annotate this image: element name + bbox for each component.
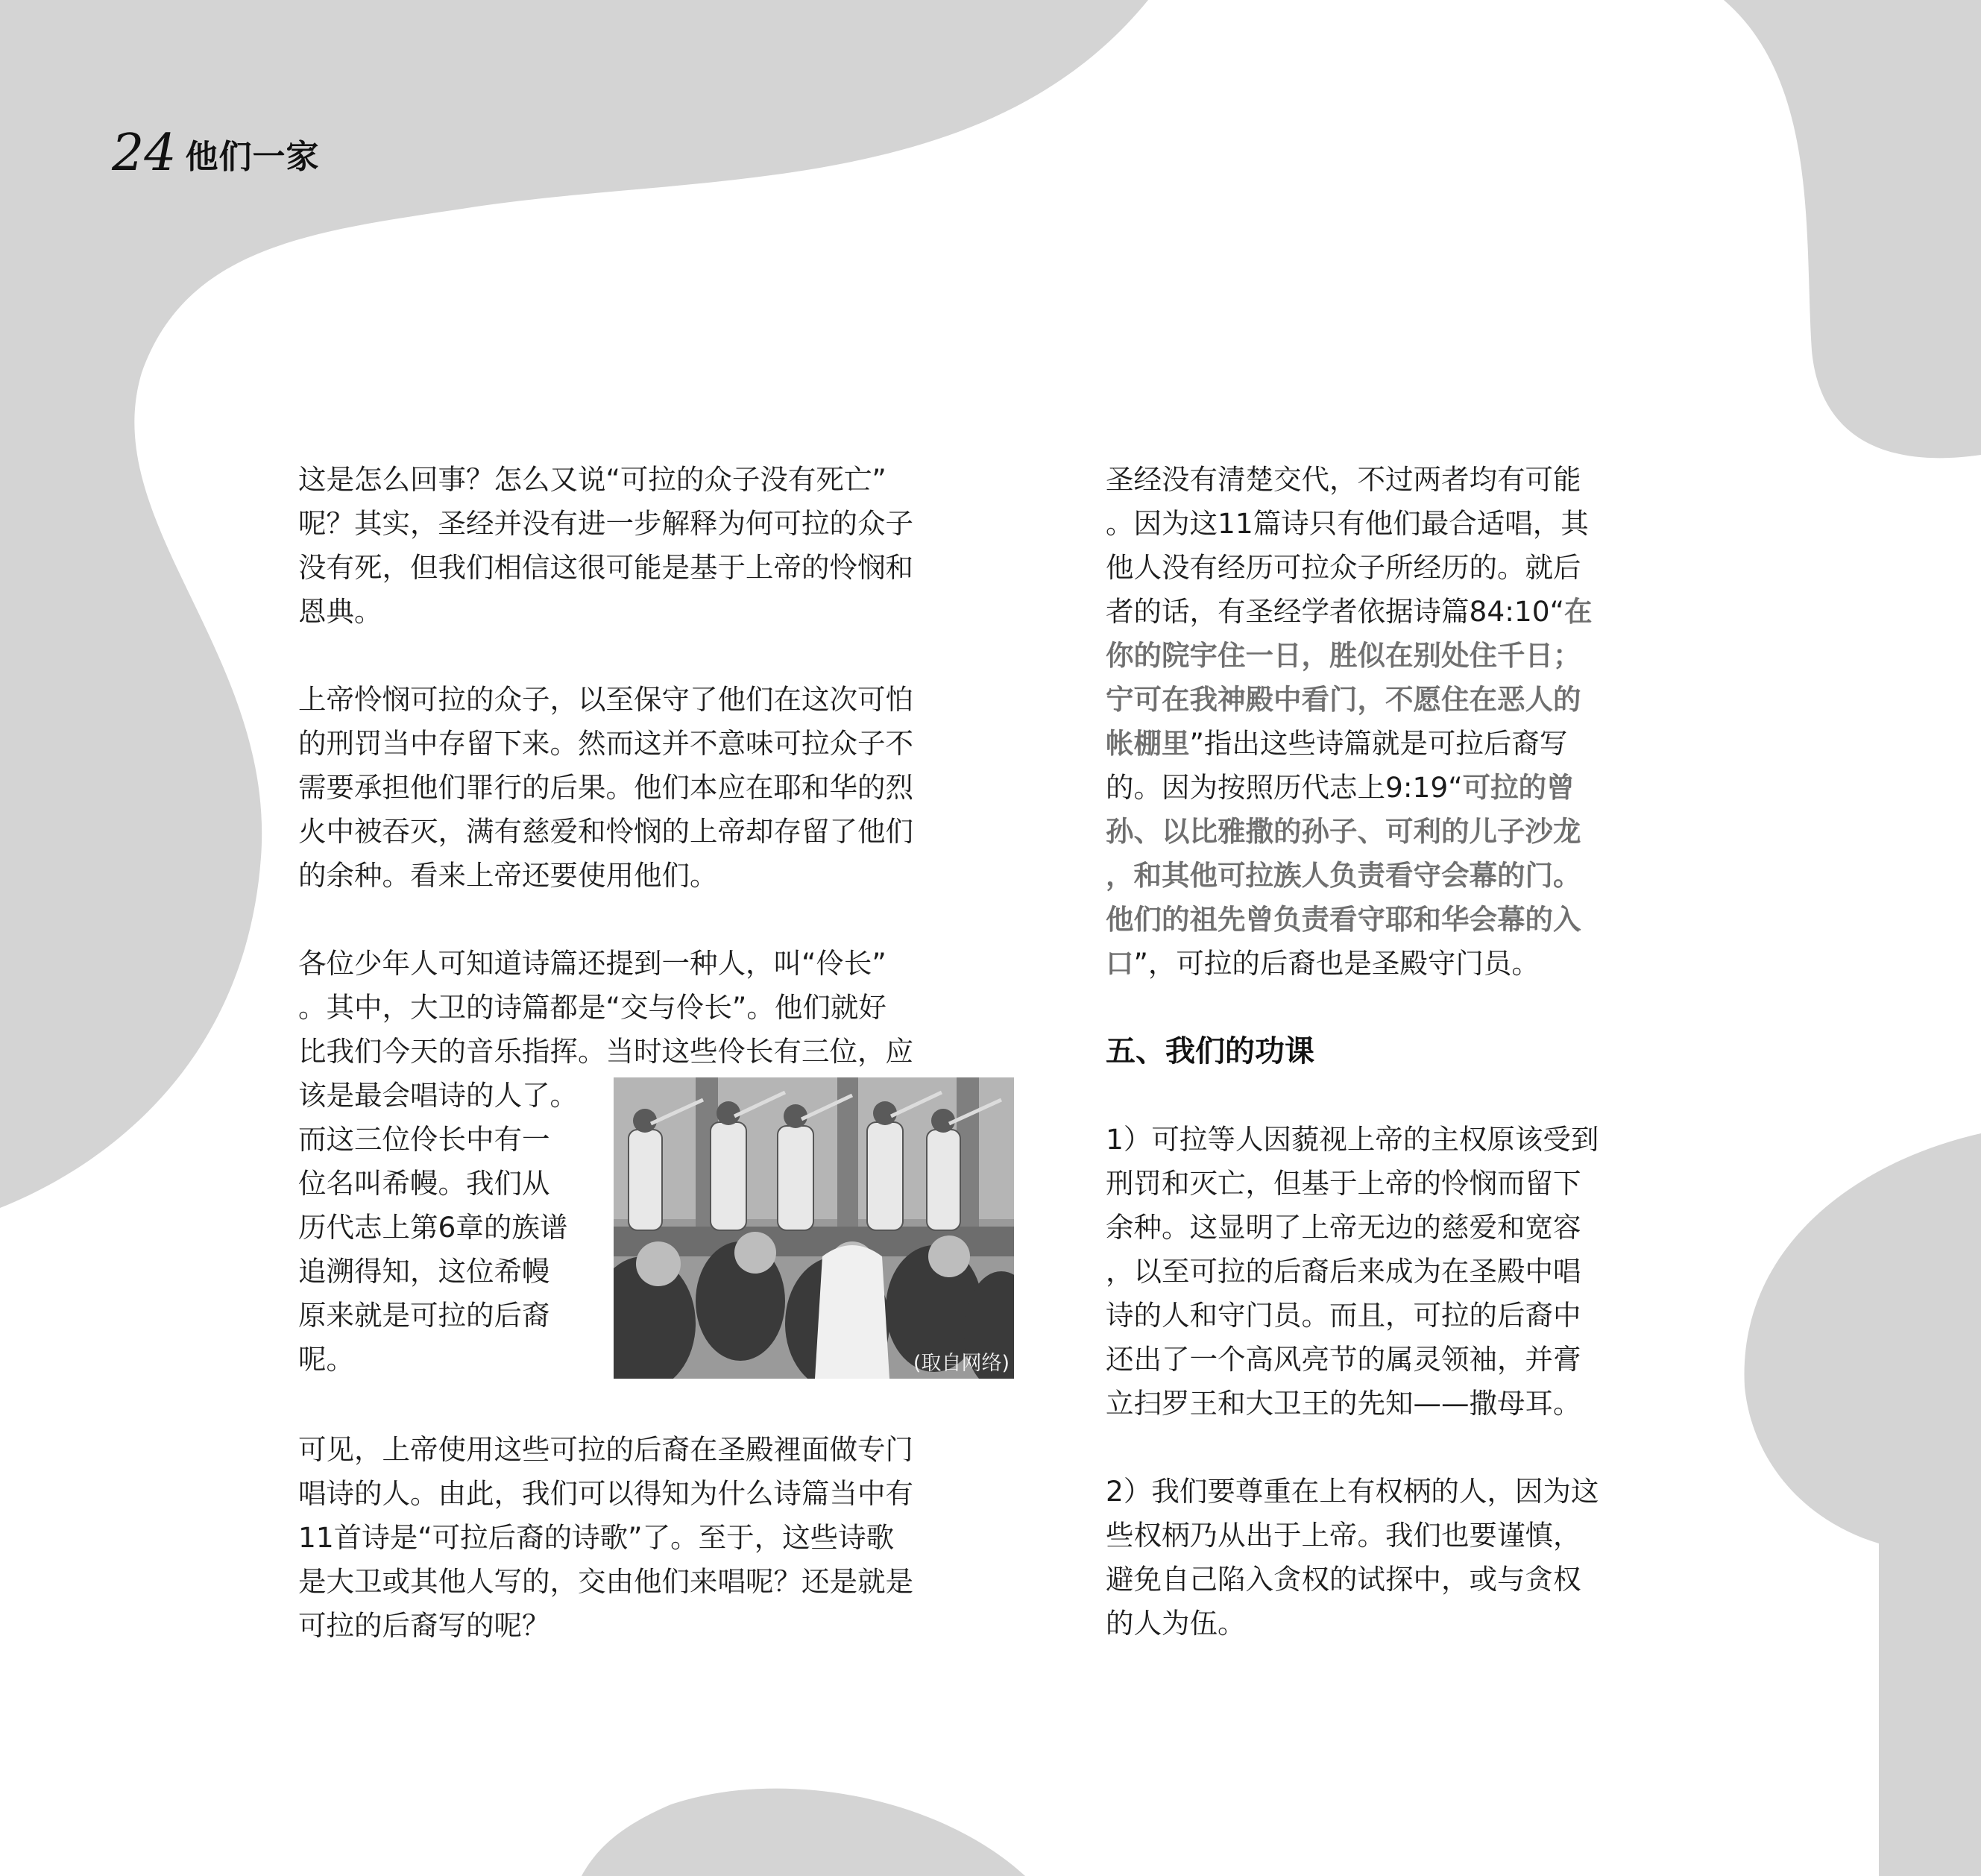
text-line: 位名叫希幔。我们从 xyxy=(298,1167,550,1200)
text-line: 需要承担他们罪行的后果。他们本应在耶和华的烈 xyxy=(298,771,913,804)
paragraph-3 xyxy=(298,942,1014,1074)
scripture-quote: 你的院宇住一日，胜似在别处住千日； xyxy=(1106,639,1581,672)
paragraph-2 xyxy=(298,678,1014,898)
text-line: 可见，上帝使用这些可拉的后裔在圣殿裡面做专门 xyxy=(298,1433,913,1466)
temple-musicians-illustration xyxy=(614,1077,1014,1379)
lesson-1 xyxy=(1106,1118,1657,1426)
image-caption: (取自网络) xyxy=(913,1352,1010,1375)
text-line: 历代志上第6章的族谱 xyxy=(298,1211,568,1244)
text-line: 他人没有经历可拉众子所经历的。就后 xyxy=(1106,551,1581,584)
text-line: 的人为伍。 xyxy=(1106,1607,1246,1640)
text-line: 还出了一个高风亮节的属灵领袖，并膏 xyxy=(1106,1343,1581,1376)
scripture-quote: 他们的祖先曾负责看守耶和华会幕的入 xyxy=(1106,903,1581,936)
text-line: 诗的人和守门员。而且，可拉的后裔中 xyxy=(1106,1299,1581,1332)
text-line: 呢？其实，圣经并没有进一步解释为何可拉的众子 xyxy=(298,507,913,540)
text-line: 余种。这显明了上帝无边的慈爱和宽容 xyxy=(1106,1211,1581,1244)
text-line: 11首诗是“可拉后裔的诗歌”了。至于，这些诗歌 xyxy=(298,1521,895,1554)
left-column xyxy=(298,458,1014,1648)
text-line: 1）可拉等人因藐视上帝的主权原该受到 xyxy=(1106,1123,1599,1156)
scripture-quote: 口 xyxy=(1106,947,1134,980)
section-heading: 五、我们的功课 xyxy=(1106,1034,1314,1068)
text-line: 各位少年人可知道诗篇还提到一种人，叫“伶长” xyxy=(298,947,886,980)
text-line: 刑罚和灭亡，但基于上帝的怜悯而留下 xyxy=(1106,1167,1581,1200)
text-line: 恩典。 xyxy=(298,595,382,628)
text-line: ”，可拉的后裔也是圣殿守门员。 xyxy=(1133,947,1540,980)
text-line: ，以至可拉的后裔后来成为在圣殿中唱 xyxy=(1106,1255,1581,1288)
page-number: 24 xyxy=(112,124,177,183)
text-line: 2）我们要尊重在上有权柄的人，因为这 xyxy=(1106,1475,1599,1508)
page-header xyxy=(112,124,320,183)
right-paragraph-1 xyxy=(1106,458,1657,986)
text-line: 避免自己陷入贪权的试探中，或与贪权 xyxy=(1106,1563,1581,1596)
text-line: 原来就是可拉的后裔 xyxy=(298,1299,550,1332)
text-line: 而这三位伶长中有一 xyxy=(298,1123,550,1156)
text-line: 火中被吞灭，满有慈爱和怜悯的上帝却存留了他们 xyxy=(298,815,913,848)
scripture-quote: 可拉的曾 xyxy=(1462,771,1575,804)
scripture-quote: 帐棚里 xyxy=(1106,727,1190,760)
page-header-title: 他们一家 xyxy=(185,138,320,176)
right-column xyxy=(1106,458,1657,1646)
text-line: 比我们今天的音乐指挥。当时这些伶长有三位，应 xyxy=(298,1035,913,1068)
text-line: 。因为这11篇诗只有他们最合适唱，其 xyxy=(1106,507,1589,540)
paragraph-4 xyxy=(298,1428,1014,1648)
text-line: ”指出这些诗篇就是可拉后裔写 xyxy=(1189,727,1568,760)
text-line: 者的话，有圣经学者依据诗篇84:10“ xyxy=(1106,595,1564,628)
scripture-quote: 在 xyxy=(1564,595,1593,628)
paragraph-1 xyxy=(298,458,1014,634)
text-line: 呢。 xyxy=(298,1343,354,1376)
text-line: 的。因为按照历代志上9:19“ xyxy=(1106,771,1463,804)
text-line: 立扫罗王和大卫王的先知——撒母耳。 xyxy=(1106,1387,1581,1420)
text-line: 没有死，但我们相信这很可能是基于上帝的怜悯和 xyxy=(298,551,913,584)
text-line: 该是最会唱诗的人了。 xyxy=(298,1079,578,1112)
text-line: 追溯得知，这位希幔 xyxy=(298,1255,550,1288)
scripture-quote: ，和其他可拉族人负责看守会幕的门。 xyxy=(1106,859,1581,892)
scripture-quote: 孙、以比雅撒的孙子、可利的儿子沙龙 xyxy=(1106,815,1581,848)
text-line: 是大卫或其他人写的，交由他们来唱呢？还是就是 xyxy=(298,1565,913,1598)
scripture-quote: 宁可在我神殿中看门，不愿住在恶人的 xyxy=(1106,683,1581,716)
text-line: 。其中，大卫的诗篇都是“交与伶长”。他们就好 xyxy=(298,991,886,1024)
paragraph-3-wrapped xyxy=(298,1074,594,1382)
text-line: 的刑罚当中存留下来。然而这并不意味可拉众子不 xyxy=(298,727,913,760)
text-line: 圣经没有清楚交代，不过两者均有可能 xyxy=(1106,463,1581,496)
text-line: 这是怎么回事？怎么又说“可拉的众子没有死亡” xyxy=(298,463,886,496)
text-line: 上帝怜悯可拉的众子，以至保守了他们在这次可怕 xyxy=(298,683,913,716)
text-line: 唱诗的人。由此，我们可以得知为什么诗篇当中有 xyxy=(298,1477,913,1510)
lesson-2 xyxy=(1106,1470,1657,1646)
text-line: 些权柄乃从出于上帝。我们也要谨慎， xyxy=(1106,1519,1581,1552)
text-line: 的余种。看来上帝还要使用他们。 xyxy=(298,859,718,892)
text-wrap-row xyxy=(298,1074,1014,1382)
text-line: 可拉的后裔写的呢？ xyxy=(298,1609,550,1642)
